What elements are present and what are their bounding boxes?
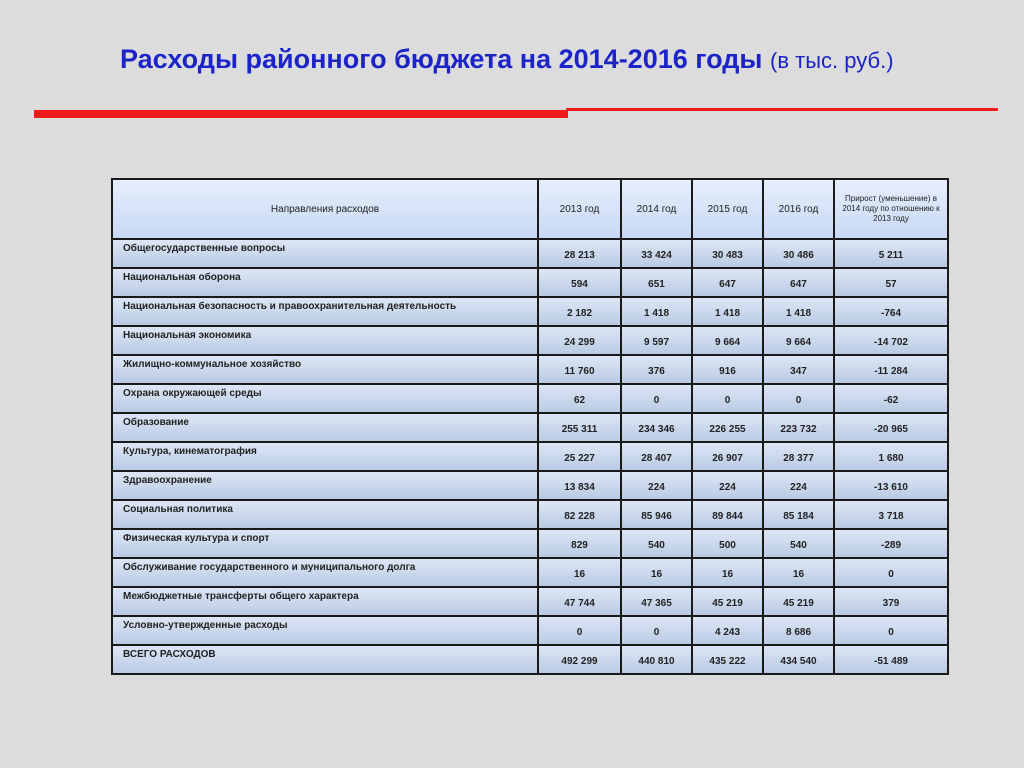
value-2015: 9 664 xyxy=(692,326,763,355)
value-2016: 224 xyxy=(763,471,834,500)
value-2013: 62 xyxy=(538,384,621,413)
value-2013: 594 xyxy=(538,268,621,297)
value-2013: 11 760 xyxy=(538,355,621,384)
value-2013: 492 299 xyxy=(538,645,621,674)
header-directions: Направления расходов xyxy=(112,179,538,239)
value-2016: 8 686 xyxy=(763,616,834,645)
row-label: Межбюджетные трансферты общего характера xyxy=(112,587,538,616)
row-label: Охрана окружающей среды xyxy=(112,384,538,413)
value-2016: 347 xyxy=(763,355,834,384)
value-2014: 28 407 xyxy=(621,442,692,471)
value-2014: 33 424 xyxy=(621,239,692,268)
row-label: ВСЕГО РАСХОДОВ xyxy=(112,645,538,674)
slide-title xyxy=(120,44,1000,75)
table-row xyxy=(112,645,948,674)
value-2014: 1 418 xyxy=(621,297,692,326)
value-change: 3 718 xyxy=(834,500,948,529)
row-label: Условно-утвержденные расходы xyxy=(112,616,538,645)
value-2015: 226 255 xyxy=(692,413,763,442)
table-row xyxy=(112,384,948,413)
value-2013: 25 227 xyxy=(538,442,621,471)
value-2016: 434 540 xyxy=(763,645,834,674)
value-2014: 0 xyxy=(621,384,692,413)
value-2015: 4 243 xyxy=(692,616,763,645)
row-label: Обслуживание государственного и муниципального долга xyxy=(112,558,538,587)
value-change: -13 610 xyxy=(834,471,948,500)
budget-table xyxy=(111,178,949,675)
value-2014: 85 946 xyxy=(621,500,692,529)
value-2014: 540 xyxy=(621,529,692,558)
value-2015: 1 418 xyxy=(692,297,763,326)
value-2016: 16 xyxy=(763,558,834,587)
value-2015: 500 xyxy=(692,529,763,558)
row-label: Культура, кинематография xyxy=(112,442,538,471)
value-change: -62 xyxy=(834,384,948,413)
row-label: Национальная безопасность и правоохранительная деятельность xyxy=(112,297,538,326)
table-row xyxy=(112,268,948,297)
value-2015: 224 xyxy=(692,471,763,500)
table-row xyxy=(112,239,948,268)
value-2016: 85 184 xyxy=(763,500,834,529)
value-2014: 16 xyxy=(621,558,692,587)
value-change: 379 xyxy=(834,587,948,616)
value-2015: 26 907 xyxy=(692,442,763,471)
value-2013: 47 744 xyxy=(538,587,621,616)
value-2015: 647 xyxy=(692,268,763,297)
value-2015: 435 222 xyxy=(692,645,763,674)
value-change: -20 965 xyxy=(834,413,948,442)
value-2013: 13 834 xyxy=(538,471,621,500)
value-change: -11 284 xyxy=(834,355,948,384)
header-change: Прирост (уменьшение) в 2014 году по отношению к 2013 году xyxy=(834,179,948,239)
value-change: -764 xyxy=(834,297,948,326)
row-label: Физическая культура и спорт xyxy=(112,529,538,558)
value-2014: 234 346 xyxy=(621,413,692,442)
row-label: Жилищно-коммунальное хозяйство xyxy=(112,355,538,384)
row-label: Национальная оборона xyxy=(112,268,538,297)
header-2013: 2013 год xyxy=(538,179,621,239)
value-2016: 1 418 xyxy=(763,297,834,326)
value-2013: 28 213 xyxy=(538,239,621,268)
accent-line-thin xyxy=(566,108,998,111)
table-row xyxy=(112,297,948,326)
value-change: 0 xyxy=(834,616,948,645)
value-2016: 30 486 xyxy=(763,239,834,268)
header-2015: 2015 год xyxy=(692,179,763,239)
value-2013: 829 xyxy=(538,529,621,558)
value-change: -289 xyxy=(834,529,948,558)
value-2016: 647 xyxy=(763,268,834,297)
table-row xyxy=(112,442,948,471)
header-2014: 2014 год xyxy=(621,179,692,239)
value-change: 5 211 xyxy=(834,239,948,268)
value-2015: 30 483 xyxy=(692,239,763,268)
table-row xyxy=(112,355,948,384)
value-2014: 0 xyxy=(621,616,692,645)
value-2015: 89 844 xyxy=(692,500,763,529)
value-2014: 224 xyxy=(621,471,692,500)
table-row xyxy=(112,558,948,587)
value-change: -14 702 xyxy=(834,326,948,355)
value-2016: 9 664 xyxy=(763,326,834,355)
value-2014: 440 810 xyxy=(621,645,692,674)
value-2013: 2 182 xyxy=(538,297,621,326)
table-row xyxy=(112,500,948,529)
value-change: 57 xyxy=(834,268,948,297)
value-2013: 255 311 xyxy=(538,413,621,442)
slide-title-units: (в тыс. руб.) xyxy=(770,48,894,73)
table-row xyxy=(112,587,948,616)
value-change: -51 489 xyxy=(834,645,948,674)
value-2014: 376 xyxy=(621,355,692,384)
table-row xyxy=(112,471,948,500)
value-2016: 0 xyxy=(763,384,834,413)
value-2015: 45 219 xyxy=(692,587,763,616)
value-2016: 45 219 xyxy=(763,587,834,616)
value-2015: 16 xyxy=(692,558,763,587)
value-2015: 0 xyxy=(692,384,763,413)
value-2014: 651 xyxy=(621,268,692,297)
table-row xyxy=(112,413,948,442)
slide-title-main: Расходы районного бюджета на 2014-2016 годы xyxy=(120,44,763,74)
value-2016: 223 732 xyxy=(763,413,834,442)
value-2013: 24 299 xyxy=(538,326,621,355)
value-2015: 916 xyxy=(692,355,763,384)
value-2013: 0 xyxy=(538,616,621,645)
value-2014: 47 365 xyxy=(621,587,692,616)
row-label: Здравоохранение xyxy=(112,471,538,500)
row-label: Национальная экономика xyxy=(112,326,538,355)
row-label: Общегосударственные вопросы xyxy=(112,239,538,268)
value-2016: 28 377 xyxy=(763,442,834,471)
table-row xyxy=(112,326,948,355)
row-label: Социальная политика xyxy=(112,500,538,529)
table-header-row xyxy=(112,179,948,239)
table-row xyxy=(112,529,948,558)
value-2013: 82 228 xyxy=(538,500,621,529)
value-2013: 16 xyxy=(538,558,621,587)
value-change: 1 680 xyxy=(834,442,948,471)
value-2016: 540 xyxy=(763,529,834,558)
header-2016: 2016 год xyxy=(763,179,834,239)
value-change: 0 xyxy=(834,558,948,587)
accent-line-thick xyxy=(34,110,568,118)
row-label: Образование xyxy=(112,413,538,442)
value-2014: 9 597 xyxy=(621,326,692,355)
table-row xyxy=(112,616,948,645)
